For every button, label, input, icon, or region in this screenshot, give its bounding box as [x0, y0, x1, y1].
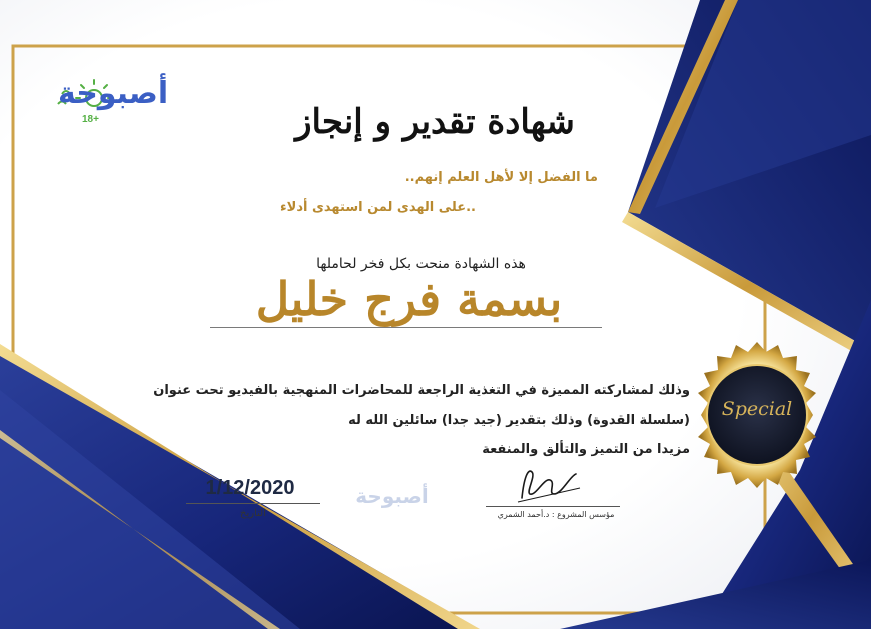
recipient-name: بسمة فرج خليل: [255, 272, 563, 326]
date-underline: [186, 503, 320, 504]
intro-text: هذه الشهادة منحت بكل فخر لحاملها: [316, 256, 526, 272]
watermark-logo: أصبوحة: [355, 484, 429, 508]
signature-underline: [486, 506, 620, 507]
body-text-line-1: وذلك لمشاركته المميزة في التغذية الراجعة للمحاضرات المنهجية بالفيديو تحت عنوان: [153, 383, 690, 398]
signature-icon: [514, 458, 584, 506]
date-label: التاريخ: [240, 508, 266, 519]
logo-age-badge: 18+: [82, 114, 99, 125]
body-text-line-3: مزيدا من التميز والتألق والمنفعة: [482, 442, 690, 457]
name-underline: [210, 327, 602, 328]
seal-label: Special: [721, 398, 793, 420]
date-value: 1/12/2020: [205, 477, 295, 499]
brand-logo: [48, 70, 188, 132]
body-text-line-2: (سلسلة القدوة) وذلك بتقدير (جيد جدا) سائلين الله له: [348, 413, 690, 428]
certificate-title: شهادة تقدير و إنجاز: [295, 102, 575, 142]
quote-line-1: ما الفضل إلا لأهل العلم إنهم..: [404, 170, 598, 185]
logo-text: أصبوحة: [58, 76, 169, 111]
signature-label: مؤسس المشروع : د.أحمد الشمري: [497, 510, 615, 519]
quote-line-2: ..على الهدى لمن استهدى أدلاء: [280, 200, 476, 215]
